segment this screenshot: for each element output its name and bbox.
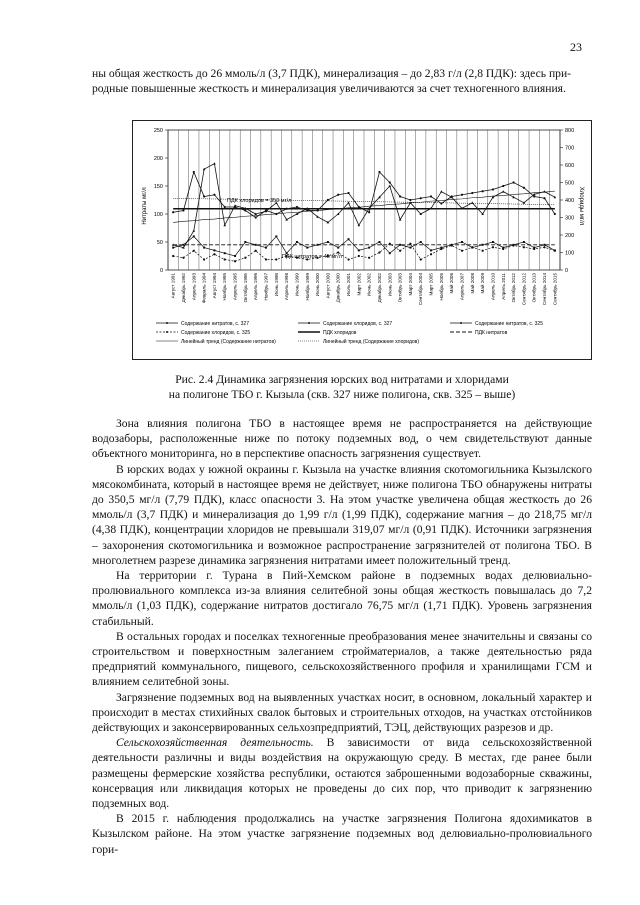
series-point xyxy=(378,171,380,173)
x-tick-label: Июнь 2000 xyxy=(315,273,321,297)
series-point xyxy=(296,241,298,243)
legend-marker xyxy=(460,322,462,324)
series-point xyxy=(502,185,504,187)
x-tick-label: Август 2000 xyxy=(325,273,331,299)
series-point xyxy=(255,216,257,218)
series-point xyxy=(182,209,184,211)
chart-legend xyxy=(156,321,543,345)
y-tick-label-right: 700 xyxy=(565,145,575,152)
series-point xyxy=(389,181,391,183)
series-point xyxy=(275,258,277,260)
x-tick-label: Ноябрь 1997 xyxy=(263,273,269,301)
series-point xyxy=(399,244,401,246)
paragraph-4: В остальных городах и поселках техногенные преобразования менее значительны и связаны со строительством и поверхностным залеганием стройматериалов, а также деятельностью ряда предприятий коммунального, пищевого, сельскохозяйственного профиля и хранилищами ГСМ и влиянием селитебной зоны. xyxy=(92,629,592,689)
series-point xyxy=(255,250,257,252)
series-point xyxy=(192,229,195,231)
paragraph-6 xyxy=(92,735,592,811)
series-point xyxy=(203,258,205,260)
series-point xyxy=(265,209,267,211)
series-point xyxy=(224,258,226,260)
series-point xyxy=(172,247,174,249)
y-tick-label-right: 500 xyxy=(565,180,575,187)
x-tick-label: Ноябрь 1995 xyxy=(222,273,228,301)
page-number: 23 xyxy=(570,40,582,54)
legend-entry: ПДК нитратов xyxy=(475,329,508,336)
caption-line-1: Рис. 2.4 Динамика загрязнения юрских вод нитратами и хлоридами xyxy=(175,373,509,386)
chart-x-labels xyxy=(171,273,558,306)
y-tick-label-right: 400 xyxy=(565,198,575,204)
series-point xyxy=(234,260,236,262)
x-tick-label: Октябрь 1995 xyxy=(242,273,248,303)
series-point xyxy=(471,192,473,194)
y-tick-label-left: 100 xyxy=(153,212,163,218)
series-point xyxy=(182,257,184,259)
x-tick-label: Сентябрь 2014 xyxy=(542,273,548,306)
series-point xyxy=(213,253,215,255)
y-tick-label-right: 600 xyxy=(565,163,575,169)
section-heading-agriculture: Сельскохозяйственная деятельность. xyxy=(116,736,314,750)
x-tick-label: Март 2002 xyxy=(356,273,362,296)
annotation-chloride-limit: ПДК хлоридов = 350 мг/л xyxy=(227,198,292,204)
series-point xyxy=(213,194,215,196)
x-tick-label: Апрель 1995 xyxy=(232,273,238,301)
series-point xyxy=(440,190,443,192)
series-point xyxy=(492,188,494,190)
series-point xyxy=(224,252,226,254)
x-tick-label: Май 2008 xyxy=(469,273,475,294)
y-axis-label-right: Хлориды мг/л xyxy=(578,186,584,226)
legend-entry: Содержание хлоридов, с. 325 xyxy=(181,329,251,336)
paragraph-7: В 2015 г. наблюдения продолжались на участке загрязнения Полигона ядохимикатов в Кызылском районе. На этом участке загрязнение подземных вод делювиально-пролювиального гори- xyxy=(92,812,592,856)
series-point xyxy=(523,246,525,248)
x-tick-label: Август 1994 xyxy=(211,273,217,299)
series-point xyxy=(430,195,432,197)
chart-figure xyxy=(132,120,592,360)
series-point xyxy=(193,235,195,237)
legend-marker xyxy=(308,322,310,324)
series-point xyxy=(420,197,422,199)
caption-line-2: на полигоне ТБО г. Кызыла (скв. 327 ниже полигона, скв. 325 – выше) xyxy=(168,388,516,401)
x-tick-label: Март 2004 xyxy=(407,273,413,296)
x-tick-label: Ноябрь 1999 xyxy=(304,273,310,301)
series-point xyxy=(347,258,349,260)
x-tick-label: Октябрь 2013 xyxy=(531,273,537,303)
intro-line-1: ны общая жесткость до 26 ммоль/л (3,7 ПДК), минерализация – до 2,83 г/л (2,8 ПДК): здесь при- xyxy=(92,67,572,80)
x-tick-label: Май 2006 xyxy=(449,273,455,294)
series-point xyxy=(224,206,226,208)
x-tick-label: Апрель 2010 xyxy=(490,273,496,301)
x-tick-label: Июнь 1998 xyxy=(273,273,279,297)
x-tick-label: Декабрь 2000 xyxy=(335,273,341,303)
y-tick-label-right: 800 xyxy=(565,128,575,134)
paragraph-5: Загрязнение подземных вод на выявленных участках носит, в основном, локальный характер и происходит в местах стихийных свалок бытовых и строительных отходов, на участках отстойников действующих и законсервированных сельхозпредприятий, ТЭЦ, действующих разрезов и др. xyxy=(92,690,592,735)
series-point xyxy=(358,249,360,251)
series-point xyxy=(172,211,174,213)
series-point xyxy=(244,209,246,211)
series-point xyxy=(409,199,411,201)
y-tick-label-left: 250 xyxy=(153,128,163,134)
series-point xyxy=(244,257,246,259)
series-point xyxy=(296,206,298,208)
legend-entry: Линейный тренд (Содержание хлоридов) xyxy=(323,338,419,345)
x-tick-label: Апрель 2011 xyxy=(500,273,506,300)
y-tick-label-left: 50 xyxy=(156,240,163,246)
paragraph-3: На территории г. Турана в Пий-Хемском районе в подземных водах делювиально-пролювиального комплекса из-за влияния селитебной зоны общая жесткость повышалась до 7,2 ммоль/л (1,03 ПДК), содержание нитратов достигало 76,75 мг/л (1,71 ПДК). Уровень загрязнения стабильный. xyxy=(92,569,592,628)
series-point xyxy=(368,247,370,249)
series-point xyxy=(430,249,432,251)
series-point xyxy=(234,206,236,208)
x-tick-label: Июнь 1999 xyxy=(294,273,300,297)
y-tick-label-right: 100 xyxy=(565,250,575,257)
x-tick-label: Октябрь 2003 xyxy=(397,273,403,303)
series-point xyxy=(389,252,391,254)
legend-entry: Линейный тренд (Содержание нитратов) xyxy=(181,338,276,345)
series-point xyxy=(265,247,267,249)
series-point xyxy=(203,195,205,197)
series-point xyxy=(440,248,442,250)
series-point xyxy=(554,250,556,252)
series-point xyxy=(399,195,401,197)
series-point xyxy=(337,247,339,249)
series-point xyxy=(306,247,308,249)
series-point xyxy=(203,247,205,249)
series-point xyxy=(368,211,370,213)
series-point xyxy=(347,201,350,203)
series-point xyxy=(461,250,463,252)
series-point xyxy=(193,250,195,252)
series-point xyxy=(430,253,432,255)
series-point xyxy=(337,194,339,196)
series-point xyxy=(502,248,504,250)
series-point xyxy=(244,241,246,243)
series-point xyxy=(193,171,195,173)
x-tick-label: Сентябрь 2015 xyxy=(552,273,558,306)
series-point xyxy=(502,190,505,192)
series-point xyxy=(420,241,422,243)
series-point xyxy=(213,249,215,251)
intro-text xyxy=(92,66,592,96)
series-point xyxy=(523,187,525,189)
y-tick-label-right: 0 xyxy=(565,268,569,274)
series-point xyxy=(368,257,370,259)
series-point xyxy=(554,213,556,215)
x-tick-label: Октябрь 2012 xyxy=(511,273,517,303)
series-point xyxy=(492,246,494,248)
x-tick-label: Декабрь 1992 xyxy=(180,273,186,303)
series-point xyxy=(482,190,484,192)
x-tick-label: Декабрь 2002 xyxy=(376,273,382,303)
series-point xyxy=(347,192,349,194)
x-tick-label: Ноябрь 2005 xyxy=(438,273,444,301)
series-point xyxy=(482,250,484,252)
y-tick-label-left: 0 xyxy=(159,268,163,274)
series-point xyxy=(512,181,514,183)
series-point xyxy=(523,241,525,243)
x-tick-label: Август 1991 xyxy=(170,273,176,299)
series-point xyxy=(234,255,236,257)
series-point xyxy=(378,241,380,243)
series-point xyxy=(492,241,494,243)
series-point xyxy=(543,246,545,248)
paragraph-1: Зона влияния полигона ТБО в настоящее время не распространяется на действующие водозаборы, расположенные ниже по потоку подземных вод, о чем свидетельствуют данные объектного мониторинга, но в перспективе опасность загрязнения существует. xyxy=(92,417,592,461)
series-point xyxy=(451,195,453,197)
series-point xyxy=(471,246,473,248)
series-point xyxy=(533,248,535,250)
annotation-nitrate-limit: ПДК нитратов = 45 мг/л xyxy=(282,254,342,260)
series-point xyxy=(265,258,267,260)
series-point xyxy=(461,194,463,196)
series-point xyxy=(420,258,422,260)
series-point xyxy=(409,247,411,249)
series-point xyxy=(327,241,329,243)
legend-marker xyxy=(166,322,168,324)
legend-entry: Содержание нитратов, с. 327 xyxy=(181,320,249,327)
y-tick-label-left: 150 xyxy=(153,184,163,190)
legend-entry: Содержание нитратов, с. 325 xyxy=(475,320,543,327)
series-point xyxy=(399,250,401,252)
x-tick-label: Апрель 2007 xyxy=(459,273,465,301)
x-tick-label: Сентябрь 2004 xyxy=(418,273,424,306)
series-point xyxy=(172,255,174,257)
x-tick-label: Июнь 2002 xyxy=(366,273,372,297)
legend-marker xyxy=(166,331,168,333)
figure-caption xyxy=(92,372,592,402)
x-tick-label: Февраль 1994 xyxy=(201,273,207,304)
x-tick-label: Июнь 2003 xyxy=(387,273,393,297)
series-point xyxy=(461,241,463,243)
y-tick-label-right: 300 xyxy=(565,215,575,222)
series-point xyxy=(213,162,216,164)
x-tick-label: Апрель 1996 xyxy=(253,273,259,301)
x-tick-label: Март 2005 xyxy=(428,273,434,296)
x-tick-label: Июль 2001 xyxy=(346,273,352,297)
series-point xyxy=(358,255,360,257)
series-point xyxy=(378,251,380,253)
x-tick-label: Май 2009 xyxy=(480,273,486,294)
series-point xyxy=(348,238,350,240)
x-tick-label: Апрель 1998 xyxy=(284,273,290,301)
x-tick-label: Сентябрь 2012 xyxy=(521,273,527,306)
body-text xyxy=(92,416,592,857)
paragraph-2: В юрских водах у южной окраины г. Кызыла на участке влияния скотомогильника Кызылского мясокомбината, который в настоящее время не действует, ниже полигона ТБО обнаружены нитраты до 350,5 мг/л (7,79 ПДК), класс опасности 3. На этом участке увеличена общая жесткость до 26 ммоль/л (3,7 ПДК) и минерализация до 1,99 г/л (1,99 ПДК), содержание магния – до 218,75 мг/л (4,38 ПДК), концентрации хлоридов не превышали 319,07 мг/л (0,91 ПДК). Источники загрязнения – захоронения скотомогильника и возможное распространение загрязнителей от полигона ТБО. В многолетнем разрезе динамика загрязнения нитратами имеет положительный тренд. xyxy=(92,462,592,567)
y-tick-label-right: 200 xyxy=(565,233,575,239)
series-point xyxy=(275,235,277,237)
legend-entry: ПДК хлоридов xyxy=(323,329,357,336)
y-axis-label-left: Нитраты мг/л xyxy=(142,187,148,225)
series-point xyxy=(543,197,545,199)
y-tick-label-left: 200 xyxy=(153,156,163,162)
series-point xyxy=(533,195,535,197)
legend-entry: Содержание хлоридов, с. 327 xyxy=(323,320,393,327)
intro-line-2: родные повышенные жесткость и минерализация увеличиваются за счет техногенного влияния. xyxy=(92,82,566,96)
x-tick-label: Апрель 1993 xyxy=(191,273,197,301)
paragraph-6-text: В зависимости от вида сельскохозяйственной деятельности различны и виды воздействия на окружающую среду. В местах, где ранее были размещены фермерские хозяйства республики, остаются заброшенными водозаборные скважины, консервация или ликвидация которых не проведены до сих пор, что приводит к загрязнению подземных вод. xyxy=(92,736,592,811)
series-point xyxy=(388,185,391,187)
